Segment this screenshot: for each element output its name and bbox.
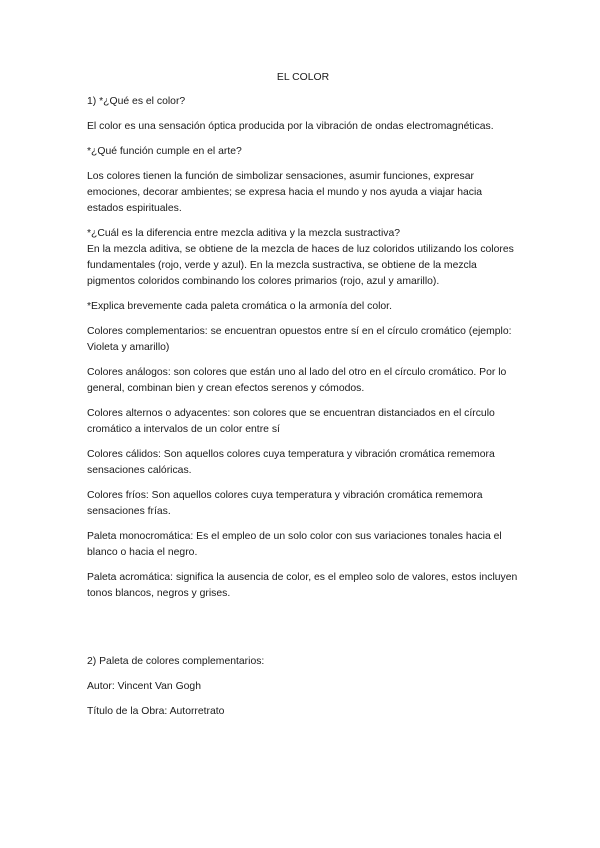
artwork-title: Título de la Obra: Autorretrato	[87, 706, 225, 717]
artwork-author: Autor: Vincent Van Gogh	[87, 681, 201, 692]
question-additive-vs-subtractive: *¿Cuál es la diferencia entre mezcla aditiva y la mezcla sustractiva?	[87, 228, 401, 239]
additive-subtractive-block	[87, 226, 519, 290]
section-2-heading: 2) Paleta de colores complementarios:	[87, 656, 265, 667]
palette-monochromatic: Paleta monocromática: Es el empleo de un solo color con sus variaciones tonales hacia el blanco o hacia el negro.	[87, 531, 502, 558]
section-spacer	[87, 611, 519, 654]
document-title: EL COLOR	[276, 72, 330, 83]
answer-additive-vs-subtractive: En la mezcla aditiva, se obtiene de la mezcla de haces de luz coloridos utilizando los colores fundamentales (rojo, verde y azul). En la mezcla sustractiva, se obtiene de la mezcla pigmentos coloridos combinando los colores primarios (rojo, azul y amarillo).	[87, 244, 514, 287]
palette-alternate: Colores alternos o adyacentes: son colores que se encuentran distanciados en el círculo cromático a intervalos de un color entre sí	[87, 408, 495, 435]
palette-achromatic: Paleta acromática: significa la ausencia de color, es el empleo solo de valores, estos incluyen tonos blancos, negros y grises.	[87, 572, 518, 599]
answer-function-in-art: Los colores tienen la función de simbolizar sensaciones, asumir funciones, expresar emociones, decorar ambientes; se expresa hacia el mundo y nos ayuda a viajar hacia estados espirituales.	[87, 171, 483, 214]
palette-cold: Colores fríos: Son aquellos colores cuya temperatura y vibración cromática rememora sensaciones frías.	[87, 490, 483, 517]
answer-what-is-color: El color es una sensación óptica producida por la vibración de ondas electromagnéticas.	[87, 121, 494, 132]
question-what-is-color: 1) *¿Qué es el color?	[87, 96, 186, 107]
question-color-palettes: *Explica brevemente cada paleta cromática o la armonía del color.	[87, 301, 392, 312]
palette-analogous: Colores análogos: son colores que están uno al lado del otro en el círculo cromático. Por lo general, combinan bien y crean efectos serenos y cómodos.	[87, 367, 507, 394]
question-function-in-art: *¿Qué función cumple en el arte?	[87, 146, 242, 157]
palette-complementary: Colores complementarios: se encuentran opuestos entre sí en el círculo cromático (ejemplo: Violeta y amarillo)	[87, 326, 512, 353]
document-body	[87, 70, 519, 729]
palette-warm: Colores cálidos: Son aquellos colores cuya temperatura y vibración cromática rememora sensaciones calóricas.	[87, 449, 495, 476]
